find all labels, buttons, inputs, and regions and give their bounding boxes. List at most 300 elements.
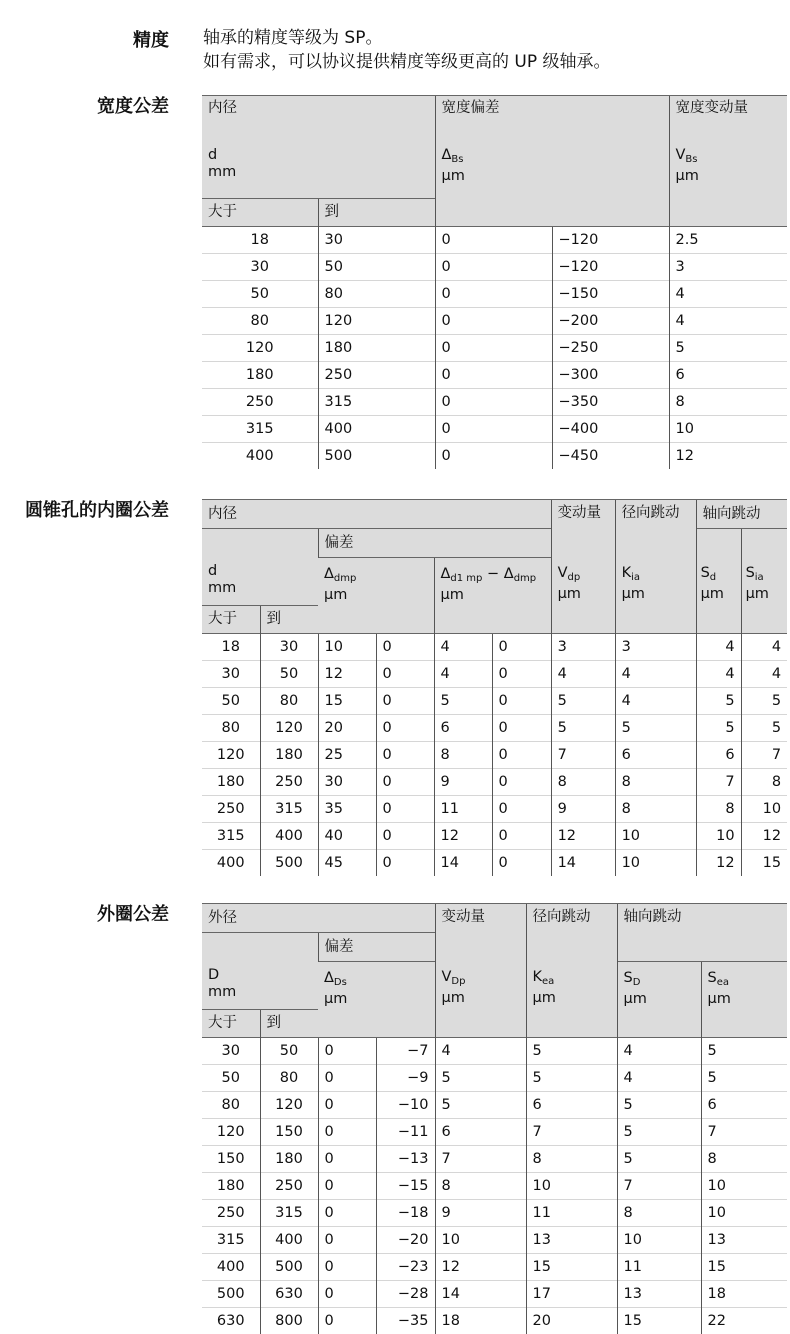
- table-row: [202, 1281, 787, 1308]
- table-cell: −20: [376, 1227, 435, 1254]
- table-cell: 10: [615, 823, 696, 850]
- table-cell: 2.5: [669, 227, 787, 254]
- table-cell: 17: [526, 1281, 617, 1308]
- table-cell: 0: [376, 769, 434, 796]
- outer-radial-runout-header: [526, 904, 617, 1010]
- outer-variation-header: [435, 904, 526, 1010]
- sia-symbol: $S_{ia}$: [745, 565, 764, 583]
- table-cell: 14: [434, 850, 492, 877]
- table-cell: −35: [376, 1308, 435, 1334]
- table-cell: 315: [260, 796, 318, 823]
- vdp-spacer: [551, 606, 615, 634]
- table-cell: 7: [551, 742, 615, 769]
- table-row: [202, 362, 787, 389]
- table-cell: 7: [741, 742, 787, 769]
- outer-D-header: [202, 933, 318, 1010]
- table-cell: 15: [526, 1254, 617, 1281]
- delta-d1mp-symbol: $\Delta_{d1 mp} - \Delta_{dmp}$: [440, 566, 537, 584]
- table-cell: 120: [260, 1092, 318, 1119]
- precision-line-1: 轴承的精度等级为 SP。: [203, 28, 383, 48]
- table-cell: 7: [526, 1119, 617, 1146]
- table-cell: 0: [492, 850, 551, 877]
- table-cell: −250: [552, 335, 669, 362]
- table-cell: 500: [202, 1281, 260, 1308]
- table-cell: 4: [696, 634, 741, 661]
- table-cell: 20: [526, 1308, 617, 1334]
- width-tolerance-label: 宽度公差: [97, 96, 169, 117]
- table-cell: 0: [435, 335, 552, 362]
- sD-header: [617, 962, 701, 1038]
- table-cell: 150: [202, 1146, 260, 1173]
- table-cell: 7: [617, 1173, 701, 1200]
- table-cell: 6: [434, 715, 492, 742]
- variation-header-label: 宽度变动量: [675, 100, 748, 116]
- outer-to-header: 到: [260, 1010, 318, 1038]
- vdp-symbol: $V_{dp}$: [557, 565, 581, 583]
- bore-symbol: d: [208, 147, 218, 163]
- table-cell: 80: [318, 281, 435, 308]
- kea-symbol: $K_{ea}$: [532, 969, 555, 987]
- table-cell: 13: [526, 1227, 617, 1254]
- table-cell: 11: [526, 1200, 617, 1227]
- table-cell: −350: [552, 389, 669, 416]
- table-cell: 8: [435, 1173, 526, 1200]
- table-cell: 6: [615, 742, 696, 769]
- table-cell: −13: [376, 1146, 435, 1173]
- table-cell: 0: [435, 389, 552, 416]
- table-cell: 50: [318, 254, 435, 281]
- table-cell: 400: [260, 823, 318, 850]
- inner-ring-tolerance-label: 圆锥孔的内圈公差: [25, 500, 169, 521]
- table-cell: 6: [435, 1119, 526, 1146]
- table-row: [202, 661, 787, 688]
- table-cell: 250: [260, 769, 318, 796]
- inner-over-header: 大于: [202, 606, 260, 634]
- table-cell: 630: [202, 1308, 260, 1334]
- table-cell: 13: [617, 1281, 701, 1308]
- precision-label: 精度: [133, 30, 169, 51]
- table-cell: 10: [615, 850, 696, 877]
- table-cell: 315: [260, 1200, 318, 1227]
- table-cell: 10: [435, 1227, 526, 1254]
- sd-header: [696, 529, 741, 634]
- table-cell: 3: [669, 254, 787, 281]
- table-cell: 11: [617, 1254, 701, 1281]
- inner-variation-label: 变动量: [557, 505, 602, 521]
- table-cell: 0: [376, 850, 434, 877]
- table-cell: 12: [741, 823, 787, 850]
- precision-text: [203, 26, 611, 74]
- precision-line-2: 如有需求，可以协议提供精度等级更高的 UP 级轴承。: [203, 52, 611, 72]
- kia-spacer: [615, 606, 696, 634]
- table-cell: 18: [701, 1281, 787, 1308]
- table-row: [202, 227, 787, 254]
- table-cell: 8: [669, 389, 787, 416]
- sea-symbol: $S_{ea}$: [707, 970, 729, 988]
- table-cell: 400: [202, 850, 260, 877]
- table-cell: 4: [434, 661, 492, 688]
- sd-unit: µm: [700, 586, 724, 602]
- outer-axial-runout-header: 轴向跳动: [617, 904, 787, 962]
- table-cell: 4: [696, 661, 741, 688]
- table-cell: 500: [260, 1254, 318, 1281]
- table-cell: 5: [526, 1038, 617, 1065]
- table-cell: −200: [552, 308, 669, 335]
- table-row: [202, 823, 787, 850]
- table-cell: 30: [202, 254, 318, 281]
- delta-ds-unit: µm: [324, 991, 348, 1007]
- sia-unit: µm: [745, 586, 769, 602]
- table-cell: 0: [492, 769, 551, 796]
- deviation-header-label: 宽度偏差: [441, 100, 500, 116]
- table-cell: 8: [696, 796, 741, 823]
- table-cell: 15: [701, 1254, 787, 1281]
- table-cell: 15: [318, 688, 376, 715]
- delta-ds-symbol: $\Delta_{Ds}$: [324, 970, 347, 988]
- table-cell: 3: [615, 634, 696, 661]
- table-row: [202, 1092, 787, 1119]
- table-row: [202, 634, 787, 661]
- table-cell: −18: [376, 1200, 435, 1227]
- inner-axial-runout-header: 轴向跳动: [696, 500, 787, 529]
- table-cell: 10: [617, 1227, 701, 1254]
- table-cell: 0: [318, 1146, 376, 1173]
- table-cell: 8: [615, 796, 696, 823]
- table-cell: 30: [318, 227, 435, 254]
- table-cell: 4: [669, 281, 787, 308]
- table-cell: 0: [492, 688, 551, 715]
- table-row: [202, 850, 787, 877]
- table-cell: 5: [434, 688, 492, 715]
- table-cell: 0: [492, 742, 551, 769]
- table-cell: 400: [202, 443, 318, 470]
- table-cell: 0: [376, 796, 434, 823]
- table-row: [202, 1200, 787, 1227]
- table-cell: 5: [741, 688, 787, 715]
- table-cell: 50: [260, 661, 318, 688]
- outer-ring-tolerance-rows: [202, 1038, 787, 1334]
- table-cell: 4: [551, 661, 615, 688]
- table-cell: 250: [260, 1173, 318, 1200]
- table-cell: 8: [701, 1146, 787, 1173]
- table-row: [202, 443, 787, 470]
- table-cell: −450: [552, 443, 669, 470]
- width-tolerance-table: [202, 95, 787, 469]
- table-cell: −11: [376, 1119, 435, 1146]
- table-cell: 8: [526, 1146, 617, 1173]
- table-cell: 12: [434, 823, 492, 850]
- table-cell: 0: [318, 1119, 376, 1146]
- table-cell: 6: [696, 742, 741, 769]
- table-cell: −400: [552, 416, 669, 443]
- table-cell: 180: [318, 335, 435, 362]
- table-cell: 5: [435, 1065, 526, 1092]
- table-cell: 0: [492, 823, 551, 850]
- table-row: [202, 1038, 787, 1065]
- table-cell: 120: [202, 1119, 260, 1146]
- table-row: [202, 416, 787, 443]
- table-cell: 315: [202, 1227, 260, 1254]
- table-cell: 0: [435, 416, 552, 443]
- variation-unit: µm: [675, 168, 699, 184]
- table-cell: 0: [318, 1173, 376, 1200]
- table-cell: 0: [492, 661, 551, 688]
- table-cell: 9: [435, 1200, 526, 1227]
- to-header: 到: [318, 199, 435, 227]
- table-cell: 10: [701, 1200, 787, 1227]
- table-cell: 0: [376, 715, 434, 742]
- table-cell: 4: [617, 1038, 701, 1065]
- table-cell: 12: [696, 850, 741, 877]
- variation-symbol: $V_{Bs}$: [675, 147, 698, 165]
- table-cell: 18: [435, 1308, 526, 1334]
- table-cell: 40: [318, 823, 376, 850]
- table-cell: 22: [701, 1308, 787, 1334]
- table-cell: 500: [260, 850, 318, 877]
- table-cell: 5: [551, 715, 615, 742]
- table-cell: 5: [696, 688, 741, 715]
- table-cell: 5: [526, 1065, 617, 1092]
- outer-over-header: 大于: [202, 1010, 260, 1038]
- table-cell: 0: [435, 443, 552, 470]
- sia-header: [741, 529, 787, 634]
- outer-radial-label: 径向跳动: [532, 909, 591, 925]
- table-cell: 150: [260, 1119, 318, 1146]
- kea-unit: µm: [532, 990, 556, 1006]
- table-cell: 7: [701, 1119, 787, 1146]
- table-cell: 0: [376, 823, 434, 850]
- sea-unit: µm: [707, 991, 731, 1007]
- delta-d1mp-header: [434, 558, 551, 634]
- inner-ring-tolerance-table: [202, 499, 787, 876]
- deviation-symbol: $\Delta_{Bs}$: [441, 147, 464, 165]
- table-cell: 5: [741, 715, 787, 742]
- table-cell: 0: [492, 796, 551, 823]
- table-cell: −120: [552, 254, 669, 281]
- table-cell: 45: [318, 850, 376, 877]
- inner-deviation-header: 偏差: [318, 529, 551, 558]
- table-cell: 9: [434, 769, 492, 796]
- table-cell: 6: [526, 1092, 617, 1119]
- delta-ds-header: [318, 962, 435, 1038]
- table-cell: 5: [701, 1038, 787, 1065]
- table-cell: 180: [260, 742, 318, 769]
- table-cell: 18: [202, 634, 260, 661]
- table-cell: 0: [435, 281, 552, 308]
- table-cell: 4: [615, 661, 696, 688]
- table-cell: −23: [376, 1254, 435, 1281]
- table-cell: −150: [552, 281, 669, 308]
- sea-header: [701, 962, 787, 1038]
- sd-symbol: $S_d$: [700, 565, 717, 583]
- table-cell: 180: [202, 1173, 260, 1200]
- kia-unit: µm: [621, 586, 645, 602]
- table-cell: 120: [260, 715, 318, 742]
- table-cell: 6: [669, 362, 787, 389]
- table-cell: 0: [435, 254, 552, 281]
- inner-d-unit: mm: [208, 580, 237, 596]
- table-cell: 12: [669, 443, 787, 470]
- table-cell: 30: [202, 1038, 260, 1065]
- inner-variation-header: [551, 500, 615, 606]
- table-cell: 0: [376, 742, 434, 769]
- table-row: [202, 254, 787, 281]
- outer-ring-tolerance-label: 外圈公差: [97, 904, 169, 925]
- table-cell: 5: [617, 1092, 701, 1119]
- table-cell: 5: [615, 715, 696, 742]
- table-cell: 500: [318, 443, 435, 470]
- table-cell: 0: [376, 688, 434, 715]
- table-cell: 11: [434, 796, 492, 823]
- table-cell: 250: [202, 1200, 260, 1227]
- table-cell: 315: [202, 416, 318, 443]
- outer-ring-tolerance-table: [202, 903, 787, 1334]
- table-cell: 25: [318, 742, 376, 769]
- table-cell: 10: [318, 634, 376, 661]
- inner-radial-runout-header: [615, 500, 696, 606]
- table-cell: 5: [551, 688, 615, 715]
- table-cell: 5: [617, 1119, 701, 1146]
- table-cell: −28: [376, 1281, 435, 1308]
- table-cell: 15: [617, 1308, 701, 1334]
- table-cell: 12: [551, 823, 615, 850]
- deviation-unit: µm: [441, 168, 465, 184]
- table-cell: 630: [260, 1281, 318, 1308]
- delta-dmp-unit: µm: [324, 587, 348, 603]
- table-cell: 4: [435, 1038, 526, 1065]
- table-cell: 5: [701, 1065, 787, 1092]
- table-row: [202, 1173, 787, 1200]
- table-cell: 14: [551, 850, 615, 877]
- table-cell: 0: [318, 1227, 376, 1254]
- table-cell: 8: [551, 769, 615, 796]
- outer-variation-label: 变动量: [441, 909, 485, 925]
- table-row: [202, 688, 787, 715]
- table-cell: 13: [701, 1227, 787, 1254]
- table-row: [202, 1308, 787, 1334]
- inner-to-header: 到: [260, 606, 318, 634]
- table-cell: 800: [260, 1308, 318, 1334]
- table-cell: 50: [202, 1065, 260, 1092]
- table-cell: 12: [435, 1254, 526, 1281]
- table-cell: 0: [435, 308, 552, 335]
- table-cell: 8: [434, 742, 492, 769]
- table-cell: 4: [434, 634, 492, 661]
- width-deviation-header: [435, 96, 669, 227]
- table-cell: 0: [435, 362, 552, 389]
- table-row: [202, 715, 787, 742]
- table-cell: 14: [435, 1281, 526, 1308]
- table-cell: 7: [696, 769, 741, 796]
- table-cell: 0: [318, 1038, 376, 1065]
- over-header: 大于: [202, 199, 318, 227]
- table-cell: 0: [318, 1308, 376, 1334]
- table-cell: 10: [696, 823, 741, 850]
- table-row: [202, 1227, 787, 1254]
- table-cell: 400: [260, 1227, 318, 1254]
- table-cell: 315: [202, 823, 260, 850]
- table-cell: 8: [617, 1200, 701, 1227]
- table-row: [202, 389, 787, 416]
- table-cell: 180: [260, 1146, 318, 1173]
- table-cell: 0: [492, 715, 551, 742]
- table-cell: 30: [202, 661, 260, 688]
- delta-dmp-symbol: $\Delta_{dmp}$: [324, 566, 357, 584]
- sD-unit: µm: [623, 991, 647, 1007]
- table-row: [202, 1065, 787, 1092]
- table-cell: 250: [318, 362, 435, 389]
- table-cell: 0: [492, 634, 551, 661]
- table-cell: −120: [552, 227, 669, 254]
- table-cell: 5: [696, 715, 741, 742]
- table-cell: 4: [615, 688, 696, 715]
- table-row: [202, 308, 787, 335]
- table-cell: 8: [741, 769, 787, 796]
- table-cell: 400: [202, 1254, 260, 1281]
- table-cell: 6: [701, 1092, 787, 1119]
- table-cell: 80: [202, 308, 318, 335]
- table-cell: 50: [202, 281, 318, 308]
- table-cell: 7: [435, 1146, 526, 1173]
- delta-d1mp-unit: µm: [440, 587, 464, 603]
- table-cell: −15: [376, 1173, 435, 1200]
- table-cell: 0: [435, 227, 552, 254]
- table-cell: 10: [741, 796, 787, 823]
- table-row: [202, 1119, 787, 1146]
- table-cell: 0: [318, 1200, 376, 1227]
- table-cell: 4: [741, 661, 787, 688]
- inner-d-header: [202, 529, 318, 606]
- table-row: [202, 335, 787, 362]
- table-cell: 400: [318, 416, 435, 443]
- table-row: [202, 796, 787, 823]
- table-cell: −10: [376, 1092, 435, 1119]
- table-row: [202, 281, 787, 308]
- table-cell: 80: [202, 1092, 260, 1119]
- inner-d-symbol: d: [208, 563, 218, 579]
- table-cell: 315: [318, 389, 435, 416]
- table-cell: −300: [552, 362, 669, 389]
- outer-deviation-header: 偏差: [318, 933, 435, 962]
- table-cell: 50: [202, 688, 260, 715]
- table-cell: 30: [318, 769, 376, 796]
- table-cell: 10: [526, 1173, 617, 1200]
- table-cell: 5: [617, 1146, 701, 1173]
- table-cell: 120: [202, 335, 318, 362]
- table-row: [202, 1146, 787, 1173]
- table-cell: 50: [260, 1038, 318, 1065]
- table-cell: 250: [202, 796, 260, 823]
- table-cell: −7: [376, 1038, 435, 1065]
- table-cell: −9: [376, 1065, 435, 1092]
- table-cell: 9: [551, 796, 615, 823]
- kea-spacer: [526, 1010, 617, 1038]
- table-cell: 18: [202, 227, 318, 254]
- bore-unit: mm: [208, 164, 237, 180]
- table-cell: 250: [202, 389, 318, 416]
- table-cell: 4: [669, 308, 787, 335]
- table-cell: 10: [669, 416, 787, 443]
- table-cell: 30: [260, 634, 318, 661]
- table-cell: 80: [260, 688, 318, 715]
- inner-radial-label: 径向跳动: [621, 505, 680, 521]
- inner-bore-header: 内径: [202, 500, 551, 529]
- table-row: [202, 769, 787, 796]
- table-cell: 15: [741, 850, 787, 877]
- table-cell: 20: [318, 715, 376, 742]
- outer-D-symbol: D: [208, 967, 220, 983]
- table-cell: 120: [202, 742, 260, 769]
